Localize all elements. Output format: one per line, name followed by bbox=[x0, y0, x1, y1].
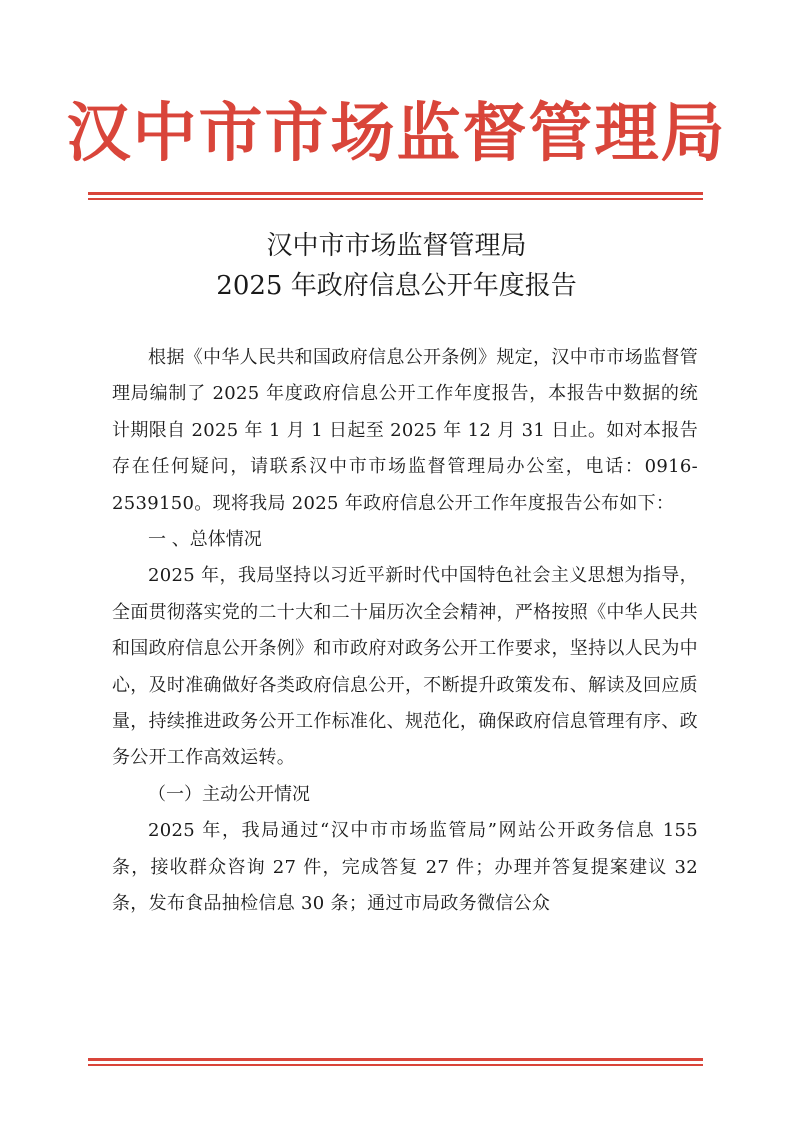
masthead-rule-thin bbox=[88, 198, 703, 200]
report-body bbox=[112, 340, 698, 923]
proactive-disclosure-paragraph: 2025 年，我局通过“汉中市市场监管局”网站公开政务信息 155 条，接收群众咨询 27 件，完成答复 27 件；办理并答复提案建议 32 条，发布食品抽检信息 30 条；通过市局政务微信公众 bbox=[112, 820, 698, 915]
footer-rule-thick bbox=[88, 1058, 703, 1061]
footer-rule-thin bbox=[88, 1064, 703, 1066]
masthead-rule-thick bbox=[88, 192, 703, 195]
subsection-heading-proactive-disclosure: （一）主动公开情况 bbox=[148, 783, 310, 805]
masthead-org-name: 汉中市市场监督管理局 bbox=[66, 96, 727, 171]
overview-paragraph: 2025 年，我局坚持以习近平新时代中国特色社会主义思想为指导，全面贯彻落实党的二十大和二十届历次全会精神，严格按照《中华人民共和国政府信息公开条例》和市政府对政务公开工作要求，坚持以人民为中心，及时准确做好各类政府信息公开，不断提升政策发布、解读及回应质量，持续推进政务公开工作标准化、规范化，确保政府信息管理有序、政务公开工作高效运转。 bbox=[112, 565, 698, 769]
intro-paragraph: 根据《中华人民共和国政府信息公开条例》规定，汉中市市场监督管理局编制了 2025 年度政府信息公开工作年度报告，本报告中数据的统计期限自 2025 年 1 月 1 日起至 2025 年 12 月 31 日止。如对本报告存在任何疑问，请联系汉中市市场监督管理局办公室，电话：0916-2539150。现将我局 2025 年政府信息公开工作年度报告公布如下： bbox=[112, 347, 698, 514]
section-heading-overview: 一 、总体情况 bbox=[148, 529, 262, 551]
report-title-line1: 汉中市市场监督管理局 bbox=[266, 231, 527, 261]
report-title-line2: 2025 年政府信息公开年度报告 bbox=[216, 271, 577, 301]
